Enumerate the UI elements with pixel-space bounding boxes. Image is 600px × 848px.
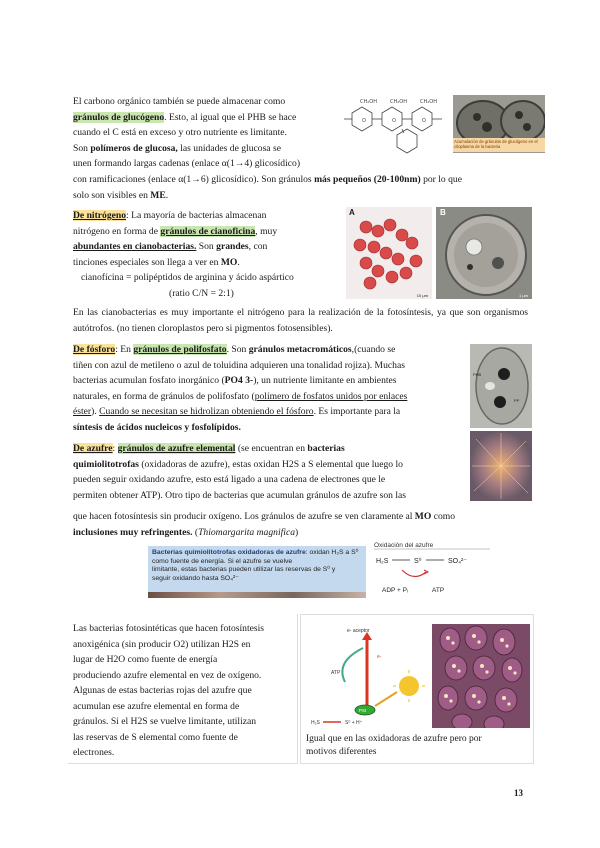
glucogeno-highlight: gránulos de glucógeno	[73, 111, 165, 123]
svg-text:O: O	[422, 118, 426, 124]
svg-text:S⁰: S⁰	[414, 558, 422, 565]
anoxygenic-photosynthesis-diagram	[305, 622, 430, 728]
sulfur-oxidation-diagram	[372, 540, 492, 598]
svg-text:SO₄²⁻: SO₄²⁻	[448, 558, 467, 565]
svg-text:H₂S: H₂S	[311, 720, 320, 726]
cianoficina-light-micrograph	[346, 207, 432, 299]
fotosintesis-paragraph: Las bacterias fotosintéticas que hacen fotosíntesis anoxigénica (sin producir O2) utilizan H2S en lugar de H2O como fuente de energía produciendo azufre elemental en vez de oxígeno. Algunas de estas bacterias rojas del azufre que acumulan ese azufre elemental en forma de gránulos. Si el H2S se vuelve limitante, utilizan las reservas de S elemental como fuente de electrones.	[73, 623, 265, 758]
azufre-paragraph-cont: que hacen fotosíntesis sin producir oxígeno. Los gránulos de azufre se ven claramente al MO como inclusiones muy refringentes. (Thiomargarita magnifica)	[73, 511, 456, 538]
svg-text:CH₂OH: CH₂OH	[390, 99, 407, 105]
azufre-paragraph: De azufre: gránulos de azufre elemental (se encuentran en bacterias quimiolitotrofas (oxidadoras de azufre), estas oxidan H2S a S elemental que luego lo pueden seguir oxidando azufre, esto está ligado a una cadena de electrones que le permiten obtener ATP). Otro tipo de bacterias que acumulan gránulos de azufre son las	[73, 443, 407, 501]
svg-text:ATP: ATP	[432, 587, 445, 594]
svg-text:CH₂OH: CH₂OH	[420, 99, 437, 105]
fosforo-heading: De fósforo	[73, 344, 116, 355]
cianoficina-highlight: gránulos de cianoficina	[160, 225, 256, 237]
svg-text:S⁰ + H⁺: S⁰ + H⁺	[345, 720, 363, 726]
azufre-elemental-highlight: gránulos de azufre elemental	[117, 443, 236, 454]
cianobacterias-paragraph: En las cianobacterias es muy importante el nitrógeno para la realización de la fotosíntesis, ya que son organismos autótrofos. (no tienen cloroplastos pero si pigmentos fotosensibles).	[73, 307, 528, 334]
glycogen-structure-diagram	[342, 95, 446, 155]
nitrogeno-paragraph: De nitrógeno: La mayoría de bacterias almacenan nitrógeno en forma de gránulos de cianoficina, muy abundantes en cianobacterias. Son grandes, con tinciones especiales son llega a ver en MO. cianofícina = polipéptidos de arginina y ácido aspártico (ratio C/N = 2:1)	[73, 210, 294, 299]
phb-label: PHB	[473, 372, 482, 377]
thiomargarita-micrograph	[470, 431, 532, 501]
purple-sulfur-bacteria-micrograph	[432, 624, 530, 728]
svg-text:O: O	[392, 118, 396, 124]
photo-strip	[148, 592, 366, 598]
scale-bar-b: 1 μm	[519, 293, 528, 298]
fosforo-paragraph: De fósforo: En gránulos de polifosfato. Son gránulos metacromáticos,(cuando se tiñen con azul de metileno o azul de toluidina adquieren una tonalidad rojiza). Muchas bacterias acumulan fosfato inorgánico (PO4 3-), un nutriente limitante en ambientes naturales, en forma de gránulos de polifosfato (polímero de fosfatos unidos por enlaces éster). Cuando se necesitan se hidrolizan obteniendo el fósforo. Es importante para la síntesis de ácidos nucleicos y fosfolípidos.	[73, 344, 408, 433]
pp-label: PP	[514, 398, 520, 403]
cianoficina-em-micrograph	[436, 207, 532, 299]
scale-bar-a: 10 μm	[416, 293, 428, 298]
svg-text:e- aceptor: e- aceptor	[347, 628, 370, 634]
nitrogeno-heading: De nitrógeno	[73, 210, 127, 221]
svg-text:CH₂OH: CH₂OH	[360, 99, 377, 105]
polifosfato-micrograph	[470, 344, 532, 428]
quimiolitotrofas-info-box: Bacterias quimiolitotrofas oxidadoras de azufre: oxidan H₂S a S⁰ como fuente de energía. Si el azufre se vuelve limitante, estas bacterias pueden utilizar las reservas de S⁰ y seguir oxidando hasta SO₄²⁻	[148, 546, 366, 598]
svg-text:Oxidación del azufre: Oxidación del azufre	[374, 542, 434, 549]
panel-label-a: A	[349, 208, 355, 217]
carbono-paragraph-cont: con ramificaciones (enlace α(1→6) glicosídico). Son gránulos más pequeños (20-100nm) por lo que solo son visibles en ME.	[73, 174, 462, 201]
svg-text:PSI: PSI	[359, 708, 367, 713]
glycogen-caption-box: Acumulación de gránulos de glucógeno en el citoplasma de la bacteria	[453, 138, 545, 152]
svg-text:e-: e-	[377, 654, 382, 660]
azufre-heading: De azufre	[73, 443, 113, 454]
svg-text:ADP + Pᵢ: ADP + Pᵢ	[382, 587, 409, 594]
fotosintesis-caption: Igual que en las oxidadoras de azufre pero por motivos diferentes	[306, 734, 482, 757]
page-number: 13	[514, 788, 523, 798]
panel-label-b: B	[440, 208, 446, 217]
svg-text:ATP: ATP	[331, 670, 341, 676]
carbono-paragraph: El carbono orgánico también se puede almacenar como gránulos de glucógeno. Esto, al igual que el PHB se hace cuando el C está en exceso y otro nutriente es limitante. Son polímeros de glucosa, las unidades de glucosa se unen formando largas cadenas (enlace α(1→4) glicosídico)	[73, 96, 301, 169]
polifosfato-highlight: gránulos de polifosfato	[133, 344, 227, 355]
svg-text:O: O	[362, 118, 366, 124]
svg-text:H₂S: H₂S	[376, 558, 389, 565]
